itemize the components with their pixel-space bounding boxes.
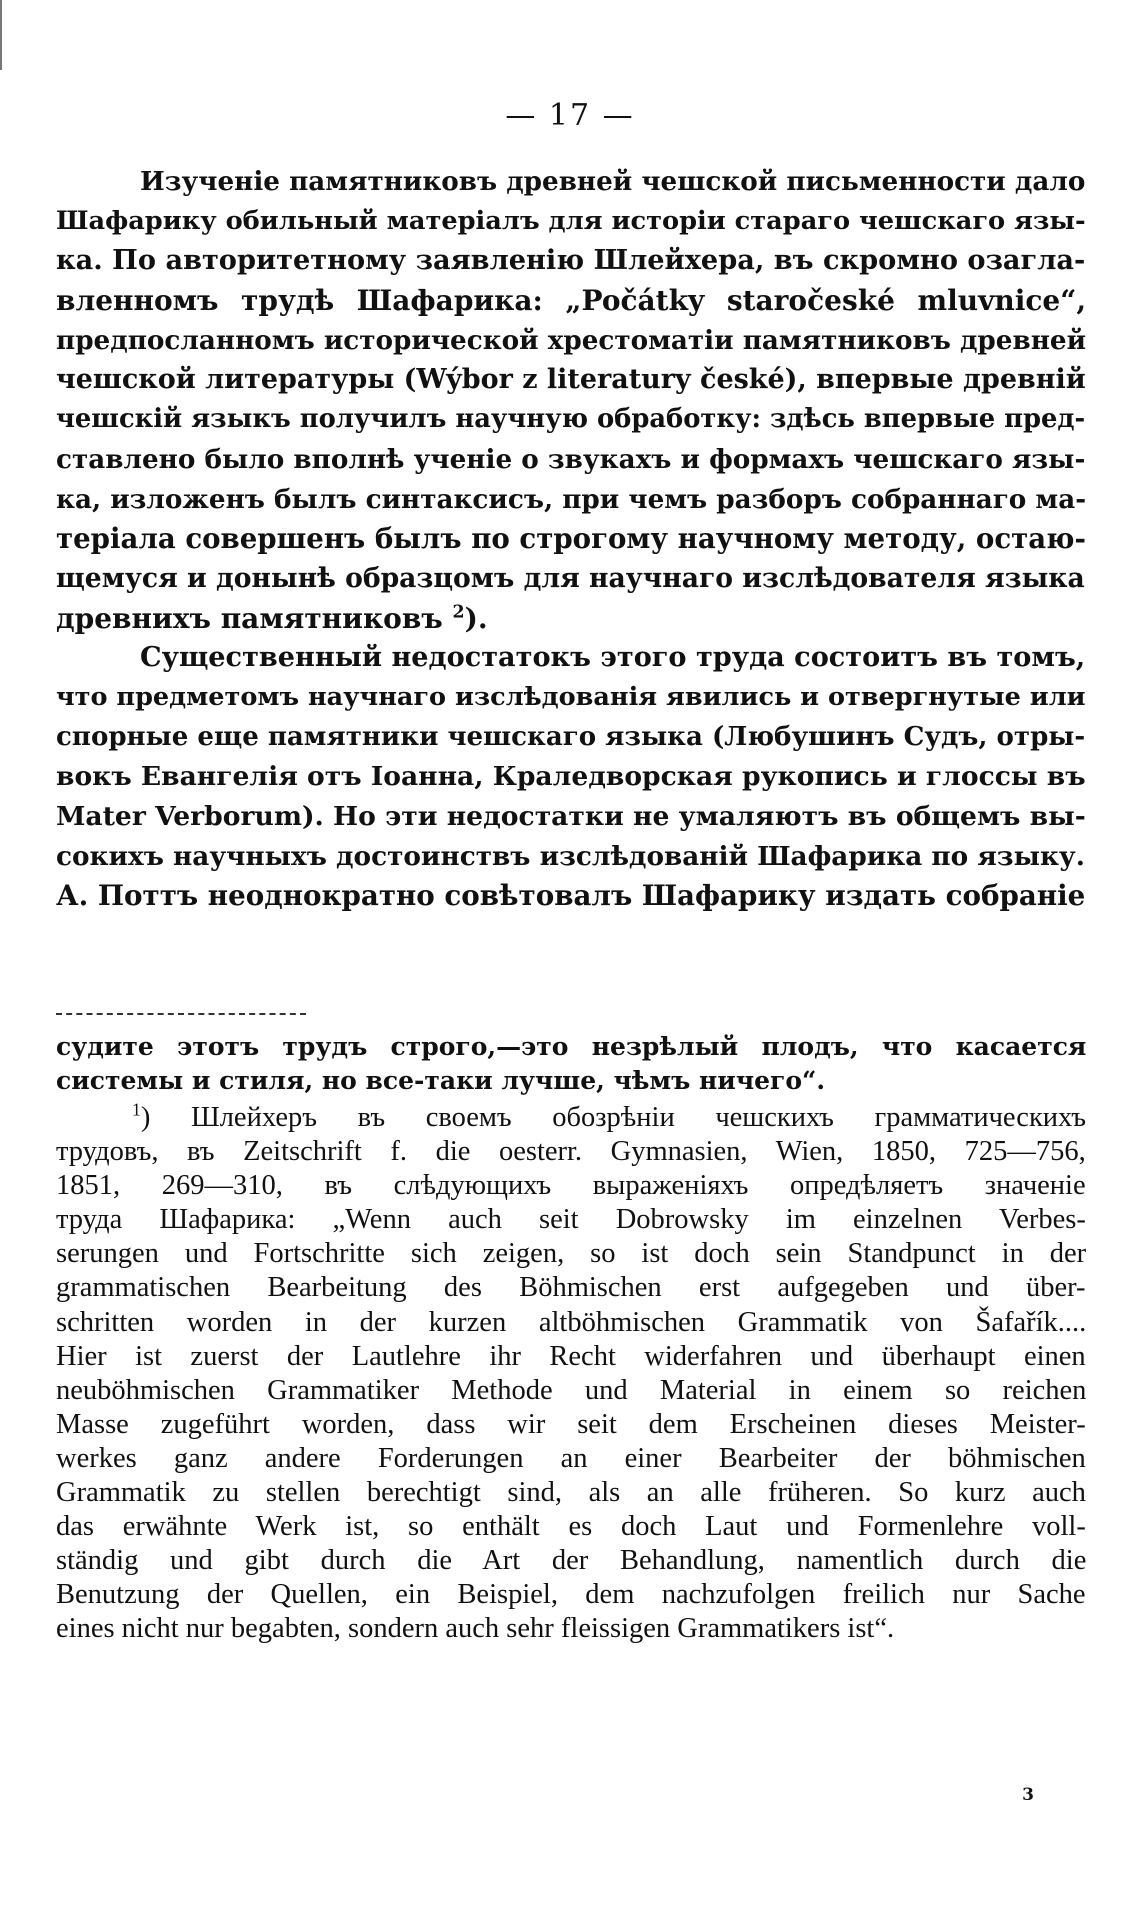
text-line-content: древнихъ памятниковъ	[56, 601, 453, 635]
footnote-line: Masse zugeführt worden, dass wir seit dem Erscheinen dieses Meister-	[56, 1408, 1086, 1440]
printer-signature-mark: 3	[1022, 1785, 1034, 1805]
text-line: спорные еще памятники чешскаго языка (Любушинъ Судъ, отры-	[56, 721, 1086, 752]
footnote-line: труда Шафарика: „Wenn auch seit Dobrowsky im einzelnen Verbes-	[56, 1204, 1086, 1236]
footnote-line: трудовъ, въ Zeitschrift f. die oesterr. Gymnasien, Wien, 1850, 725—756,	[56, 1136, 1086, 1168]
footnote-continuation	[56, 1030, 1086, 1098]
footnote-line: schritten worden in der kurzen altböhmischen Grammatik von Šafařík....	[56, 1306, 1087, 1338]
footnote-line: das erwähnte Werk ist, so enthält es doch Laut und Formenlehre voll-	[56, 1511, 1086, 1543]
text-line: Mater Verborum). Но эти недостатки не умаляютъ въ общемъ вы-	[56, 801, 1086, 832]
text-line: Изученіе памятниковъ древней чешской письменности дало	[140, 166, 1086, 197]
footnote-first-line	[56, 1101, 1086, 1135]
text-line: ка. По авторитетному заявленію Шлейхера, въ скромно озагла-	[56, 244, 1086, 277]
footnote-line: grammatischen Bearbeitung des Böhmischen erst aufgegeben und über-	[56, 1272, 1086, 1304]
footnote-line: werkes ganz andere Forderungen an einer Bearbeiter der böhmischen	[56, 1442, 1086, 1474]
paragraph-2	[56, 638, 1086, 916]
footnote-first-line-text: ) Шлейхеръ въ своемъ обозрѣніи чешскихъ грамматическихъ	[140, 1102, 1086, 1133]
text-line: сокихъ научныхъ достоинствъ изслѣдованій Шафарика по языку.	[56, 840, 1085, 872]
scan-edge-mark	[0, 0, 2, 70]
text-line: Шафарику обильный матеріалъ для исторіи стараго чешскаго язы-	[56, 205, 1086, 236]
footnote-line: ständig und gibt durch die Art der Behandlung, namentlich durch die	[56, 1545, 1087, 1577]
text-line: Существенный недостатокъ этого труда состоитъ въ томъ,	[140, 642, 1086, 674]
footnote-line: neuböhmischen Grammatiker Methode und Material in einem so reichen	[56, 1374, 1087, 1406]
text-line: чешскій языкъ получилъ научную обработку: здѣсь впервые пред-	[56, 404, 1086, 435]
text-line: судите этотъ трудъ строго,—это незрѣлый плодъ, что касается	[56, 1032, 1087, 1061]
footnote-line: Hier ist zuerst der Lautlehre ihr Recht widerfahren und überhaupt einen	[56, 1340, 1086, 1372]
footnote-line: serungen und Fortschritte sich zeigen, so ist doch sein Standpunct in der	[56, 1238, 1087, 1270]
footnote-line: Benutzung der Quellen, ein Beispiel, dem nachzufolgen freilich nur Sache	[56, 1579, 1086, 1611]
main-text	[56, 162, 1086, 916]
text-line: ка, изложенъ былъ синтаксисъ, при чемъ разборъ собраннаго ма-	[56, 483, 1087, 515]
text-line: щемуся и донынѣ образцомъ для научнаго изслѣдователя языка	[56, 562, 1085, 594]
text-line: вокъ Евангелія отъ Іоанна, Краледворская рукопись и глоссы въ	[56, 761, 1086, 793]
text-line: предпосланномъ исторической хрестоматіи памятниковъ древней	[56, 324, 1087, 356]
text-line-end: ).	[464, 601, 488, 635]
footnote-marker: 1	[132, 1099, 141, 1120]
text-line: чешской литературы (Wýbor z literatury české), впервые древній	[56, 364, 1086, 396]
text-line: что предметомъ научнаго изслѣдованія явились и отвергнутые или	[56, 681, 1086, 712]
paragraph-1	[56, 162, 1086, 638]
footnote-reference-2: 2	[452, 602, 465, 623]
text-line: ставлено было вполнѣ ученіе о звукахъ и формахъ чешскаго язы-	[56, 443, 1086, 475]
text-line: А. Поттъ неоднократно совѣтовалъ Шафарику издать собраніе	[56, 879, 1086, 913]
footnote-line: eines nicht nur begabten, sondern auch sehr fleissigen Grammatikers ist“.	[56, 1613, 895, 1645]
text-line: системы и стиля, но все-таки лучше, чѣмъ ничего“.	[56, 1066, 826, 1096]
footnote-line: Grammatik zu stellen berechtigt sind, als an alle früheren. So kurz auch	[56, 1477, 1086, 1509]
text-line: теріала совершенъ былъ по строгому научному методу, остаю-	[56, 522, 1086, 556]
text-line-last	[56, 599, 1086, 639]
page-number: — 17 —	[505, 98, 635, 133]
text-line: вленномъ трудѣ Шафарика: „Počátky staročeské mluvnice“,	[56, 284, 1087, 318]
footnote-1	[56, 1101, 1086, 1647]
footnote-line: 1851, 269—310, въ слѣдующихъ выраженіяхъ опредѣляетъ значеніе	[56, 1170, 1086, 1202]
footnote-divider	[56, 1013, 306, 1015]
